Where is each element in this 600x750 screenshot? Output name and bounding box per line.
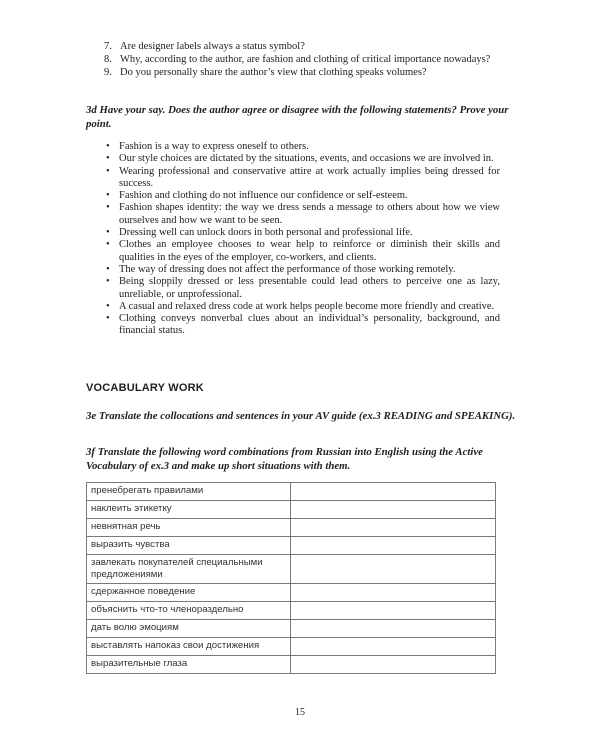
table-row — [87, 638, 496, 656]
statement-item — [106, 153, 500, 165]
russian-phrase-cell: сдержанное поведение — [87, 584, 291, 602]
bullet-icon: • — [106, 227, 110, 239]
bullet-icon: • — [106, 202, 110, 214]
translation-answer-cell[interactable] — [291, 584, 496, 602]
russian-phrase-cell: объяснить что-то членораздельно — [87, 602, 291, 620]
question-item — [104, 66, 504, 79]
statement-text: Clothes an employee chooses to wear help to reinforce or diminish their skills and qualities in the eyes of the employer, co-workers, and clients. — [119, 239, 500, 263]
bullet-icon: • — [106, 165, 110, 177]
statement-text: Our style choices are dictated by the situations, events, and occasions we are involved in. — [119, 153, 494, 165]
russian-phrase-cell: выставлять напоказ свои достижения — [87, 638, 291, 656]
translation-table — [86, 482, 496, 674]
russian-phrase-cell: завлекать покупателей специальными предложениями — [87, 555, 291, 584]
translation-answer-cell[interactable] — [291, 620, 496, 638]
russian-phrase-cell: дать волю эмоциям — [87, 620, 291, 638]
statement-text: Fashion and clothing do not influence our confidence or self-esteem. — [119, 190, 408, 202]
question-item — [104, 53, 504, 66]
statement-text: Wearing professional and conservative attire at work actually implies being dressed for success. — [119, 165, 500, 189]
statement-item — [106, 301, 500, 313]
statement-item — [106, 313, 500, 338]
statement-text: A casual and relaxed dress code at work helps people become more friendly and creative. — [119, 300, 495, 312]
statement-text: Clothing conveys nonverbal clues about an individual’s personality, background, and financial status. — [119, 313, 500, 337]
translation-answer-cell[interactable] — [291, 555, 496, 584]
russian-phrase-cell: невнятная речь — [87, 519, 291, 537]
question-number: 7. — [104, 41, 112, 52]
question-list — [104, 40, 504, 79]
question-number: 8. — [104, 54, 112, 65]
bullet-icon: • — [106, 239, 110, 251]
translation-answer-cell[interactable] — [291, 656, 496, 674]
question-text: Why, according to the author, are fashion and clothing of critical importance nowadays? — [120, 54, 491, 65]
translation-answer-cell[interactable] — [291, 537, 496, 555]
exercise-3f-heading: 3f Translate the following word combinations from Russian into English using the Active Vocabulary of ex.3 and make up short situations with them. — [86, 446, 483, 472]
vocabulary-work-title: VOCABULARY WORK — [86, 382, 204, 394]
translation-answer-cell[interactable] — [291, 483, 496, 501]
statement-item — [106, 202, 500, 227]
statement-text: Fashion shapes identity: the way we dress sends a message to others about how we view ourselves and how we want to be seen. — [119, 202, 500, 226]
statement-item — [106, 264, 500, 276]
russian-phrase-cell: наклеить этикетку — [87, 501, 291, 519]
table-row — [87, 519, 496, 537]
question-text: Do you personally share the author’s view that clothing speaks volumes? — [120, 67, 427, 78]
bullet-icon: • — [106, 190, 110, 202]
russian-phrase-cell: выразить чувства — [87, 537, 291, 555]
statement-text: Fashion is a way to express oneself to others. — [119, 141, 309, 152]
statement-item — [106, 190, 500, 202]
exercise-3d-heading: 3d Have your say. Does the author agree or disagree with the following statements? Prove your point. — [86, 104, 509, 130]
translation-answer-cell[interactable] — [291, 501, 496, 519]
table-row — [87, 584, 496, 602]
translation-answer-cell[interactable] — [291, 638, 496, 656]
page-number: 15 — [295, 707, 305, 718]
bullet-icon: • — [106, 313, 110, 325]
translation-answer-cell[interactable] — [291, 602, 496, 620]
statement-item — [106, 166, 500, 191]
statement-item — [106, 276, 500, 301]
statement-item — [106, 141, 500, 153]
table-row — [87, 602, 496, 620]
bullet-icon: • — [106, 153, 110, 165]
statement-text: The way of dressing does not affect the performance of those working remotely. — [119, 263, 456, 275]
russian-phrase-cell: пренебрегать правилами — [87, 483, 291, 501]
table-row — [87, 501, 496, 519]
translation-answer-cell[interactable] — [291, 519, 496, 537]
statement-list — [106, 141, 500, 338]
question-text: Are designer labels always a status symbol? — [120, 41, 305, 52]
table-row — [87, 656, 496, 674]
table-row — [87, 537, 496, 555]
bullet-icon: • — [106, 300, 110, 312]
russian-phrase-cell: выразительные глаза — [87, 656, 291, 674]
statement-text: Being sloppily dressed or less presentable could lead others to perceive one as lazy, unreliable, or unprofessional. — [119, 276, 500, 300]
question-item — [104, 40, 504, 53]
bullet-icon: • — [106, 263, 110, 275]
table-row — [87, 620, 496, 638]
table-row — [87, 483, 496, 501]
statement-text: Dressing well can unlock doors in both personal and professional life. — [119, 227, 413, 239]
bullet-icon: • — [106, 276, 110, 288]
bullet-icon: • — [106, 141, 110, 152]
exercise-3e-heading: 3e Translate the collocations and sentences in your AV guide (ex.3 READING and SPEAKING). — [86, 410, 516, 422]
statement-item — [106, 227, 500, 239]
table-row — [87, 555, 496, 584]
statement-item — [106, 239, 500, 264]
question-number: 9. — [104, 67, 112, 78]
